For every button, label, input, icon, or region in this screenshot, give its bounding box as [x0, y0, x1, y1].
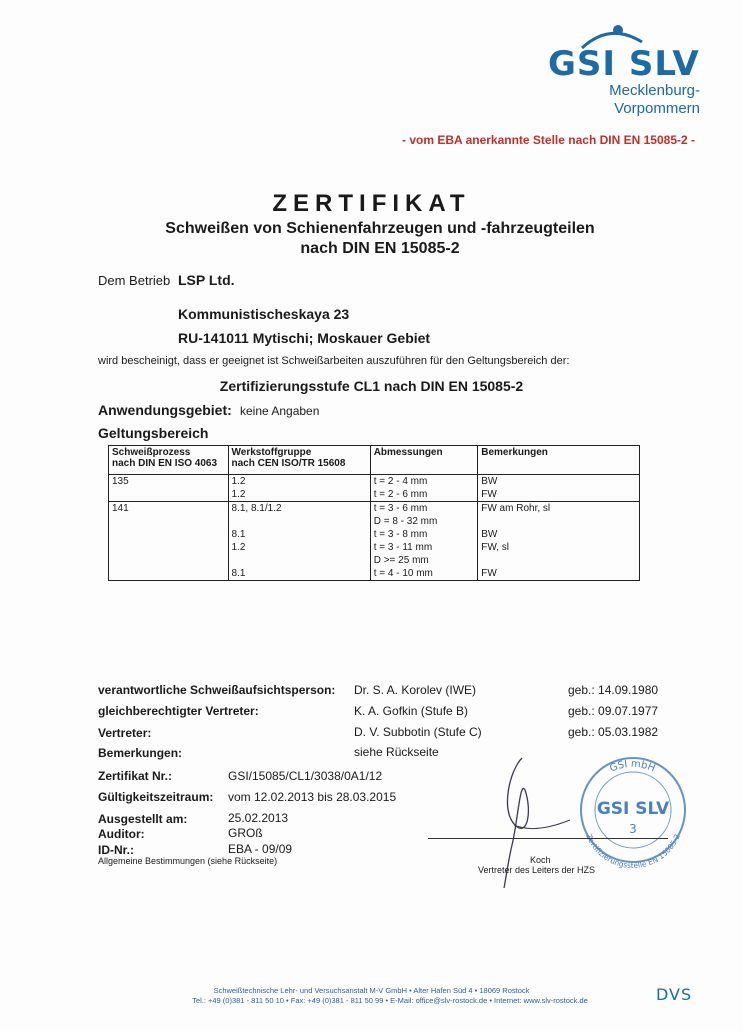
- deputy-label: gleichberechtigter Vertreter:: [98, 704, 259, 718]
- rep-name: D. V. Subbotin (Stufe C): [354, 725, 482, 739]
- header-process-line-2: nach DIN EN ISO 4063: [112, 458, 218, 469]
- cell-process: 135: [109, 475, 229, 489]
- table-row: [109, 528, 640, 541]
- dvs-logo: DVS: [656, 985, 693, 1004]
- validity-label: Gültigkeitszeitraum:: [98, 790, 214, 804]
- cell-material: 1.2: [228, 488, 370, 502]
- deputy-name: K. A. Gofkin (Stufe B): [354, 704, 469, 718]
- cell-material: [228, 515, 370, 528]
- deputy-dob: geb.: 09.07.1977: [568, 704, 659, 718]
- subtitle-line-1: Schweißen von Schienenfahrzeugen und -fahrzeugteilen: [165, 220, 595, 237]
- cell-dimensions: t = 3 - 11 mm: [370, 541, 478, 554]
- company-name: LSP Ltd.: [178, 272, 235, 288]
- header-process-line-1: Schweißprozess: [112, 447, 191, 458]
- intro-text: wird bescheinigt, dass er geeignet ist Schweißarbeiten auszuführen für den Geltungsbereich der:: [98, 355, 570, 367]
- gsi-slv-logo: [530, 20, 710, 120]
- subtitle: [120, 219, 640, 259]
- auditor-label: Auditor:: [98, 827, 145, 841]
- application-label: Anwendungsgebiet:: [98, 402, 232, 418]
- certification-level: Zertifizierungsstufe CL1 nach DIN EN 15085-2: [219, 378, 524, 394]
- scope-label: Geltungsbereich: [98, 425, 209, 441]
- table-row: [109, 488, 640, 502]
- cell-process: [109, 515, 229, 528]
- signature-line: [428, 838, 668, 839]
- seal-top: GSI mbH: [608, 758, 657, 775]
- page-title: ZERTIFIKAT: [272, 190, 471, 217]
- scope-header-row: [109, 446, 640, 475]
- header-process: [109, 446, 229, 475]
- certification-seal-icon: [565, 748, 700, 868]
- cell-remarks: FW: [478, 488, 640, 502]
- table-row: [109, 567, 640, 581]
- remarks-label: Bemerkungen:: [98, 746, 183, 760]
- table-row: [109, 502, 640, 516]
- responsible-label: verantwortliche Schweißaufsichtsperson:: [98, 683, 336, 697]
- cell-remarks: FW am Rohr, sl: [478, 502, 640, 516]
- cell-process: [109, 567, 229, 581]
- cell-dimensions: D = 8 - 32 mm: [370, 515, 478, 528]
- cert-number: GSI/15085/CL1/3038/0A1/12: [228, 769, 383, 783]
- general-conditions: Allgemeine Bestimmungen (siehe Rückseite): [98, 856, 278, 866]
- id-value: EBA - 09/09: [228, 842, 293, 856]
- footer-address: Schweißtechnische Lehr- und Versuchsanstalt M-V GmbH • Alter Hafen Süd 4 • 18069 Rostock: [213, 986, 530, 995]
- scope-table: [108, 445, 640, 581]
- rep-label: Vertreter:: [98, 726, 152, 740]
- cell-dimensions: t = 3 - 6 mm: [370, 502, 478, 516]
- rep-dob: geb.: 05.03.1982: [568, 725, 659, 739]
- remarks-value: siehe Rückseite: [354, 745, 439, 759]
- cell-remarks: FW: [478, 567, 640, 581]
- header-remarks: Bemerkungen: [478, 446, 640, 475]
- cell-material: 1.2: [228, 541, 370, 554]
- header-material-line-1: Werkstoffgruppe: [231, 447, 312, 458]
- validity-value: vom 12.02.2013 bis 28.03.2015: [228, 790, 397, 804]
- cell-process: [109, 528, 229, 541]
- subtitle-line-2: nach DIN EN 15085-2: [300, 240, 460, 257]
- cell-process: [109, 541, 229, 554]
- cell-material: 1.2: [228, 475, 370, 489]
- cell-remarks: FW, sl: [478, 541, 640, 554]
- application-value: keine Angaben: [240, 404, 320, 418]
- issued-value: 25.02.2013: [228, 811, 289, 825]
- responsible-name: Dr. S. A. Korolev (IWE): [354, 683, 477, 697]
- cell-process: [109, 554, 229, 567]
- table-row: [109, 541, 640, 554]
- cell-material: 8.1, 8.1/1.2: [228, 502, 370, 516]
- responsible-dob: geb.: 14.09.1980: [568, 683, 659, 697]
- cell-dimensions: t = 4 - 10 mm: [370, 567, 478, 581]
- seal-ring: Zertifizierungsstelle EN 15085-2: [584, 832, 682, 868]
- footer-contact: Tel.: +49 (0)381 - 811 50 10 • Fax: +49 (0)381 - 811 50 99 • E-Mail: office@slv-rostock.de • Internet: www.slv-rostock.de: [192, 996, 588, 1005]
- table-row: [109, 554, 640, 567]
- cell-remarks: BW: [478, 528, 640, 541]
- cell-remarks: [478, 554, 640, 567]
- signer-name: Koch: [530, 855, 551, 865]
- header-dimensions: Abmessungen: [370, 446, 478, 475]
- auditor-value: GROß: [228, 826, 263, 840]
- cell-process: [109, 488, 229, 502]
- cell-dimensions: t = 2 - 6 mm: [370, 488, 478, 502]
- header-material: [228, 446, 370, 475]
- cell-process: 141: [109, 502, 229, 516]
- cell-material: 8.1: [228, 567, 370, 581]
- id-label: ID-Nr.:: [98, 843, 134, 857]
- cell-remarks: [478, 515, 640, 528]
- seal-brand: GSI SLV: [596, 799, 670, 819]
- scope-body: [109, 475, 640, 581]
- company-address-1: Kommunistischeskaya 23: [178, 306, 350, 322]
- signer-role: Vertreter des Leiters der HZS: [478, 865, 596, 875]
- company-address-2: RU-141011 Mytischi; Moskauer Gebiet: [178, 330, 431, 346]
- header-material-line-2: nach CEN ISO/TR 15608: [231, 458, 346, 469]
- logo-region-2: Vorpommern: [614, 100, 700, 117]
- table-row: [109, 515, 640, 528]
- cell-material: [228, 554, 370, 567]
- table-row: [109, 475, 640, 489]
- cell-remarks: BW: [478, 475, 640, 489]
- issued-label: Ausgestellt am:: [98, 812, 188, 826]
- seal-number: 3: [629, 822, 637, 836]
- cell-dimensions: t = 3 - 8 mm: [370, 528, 478, 541]
- company-label: Dem Betrieb: [98, 273, 171, 288]
- cell-dimensions: t = 2 - 4 mm: [370, 475, 478, 489]
- eba-recognition: - vom EBA anerkannte Stelle nach DIN EN 15085-2 -: [402, 133, 695, 147]
- logo-region-1: Mecklenburg-: [609, 82, 700, 99]
- cell-material: 8.1: [228, 528, 370, 541]
- logo-brand: GSI SLV: [548, 44, 700, 84]
- cert-number-label: Zertifikat Nr.:: [98, 769, 173, 783]
- cell-dimensions: D >= 25 mm: [370, 554, 478, 567]
